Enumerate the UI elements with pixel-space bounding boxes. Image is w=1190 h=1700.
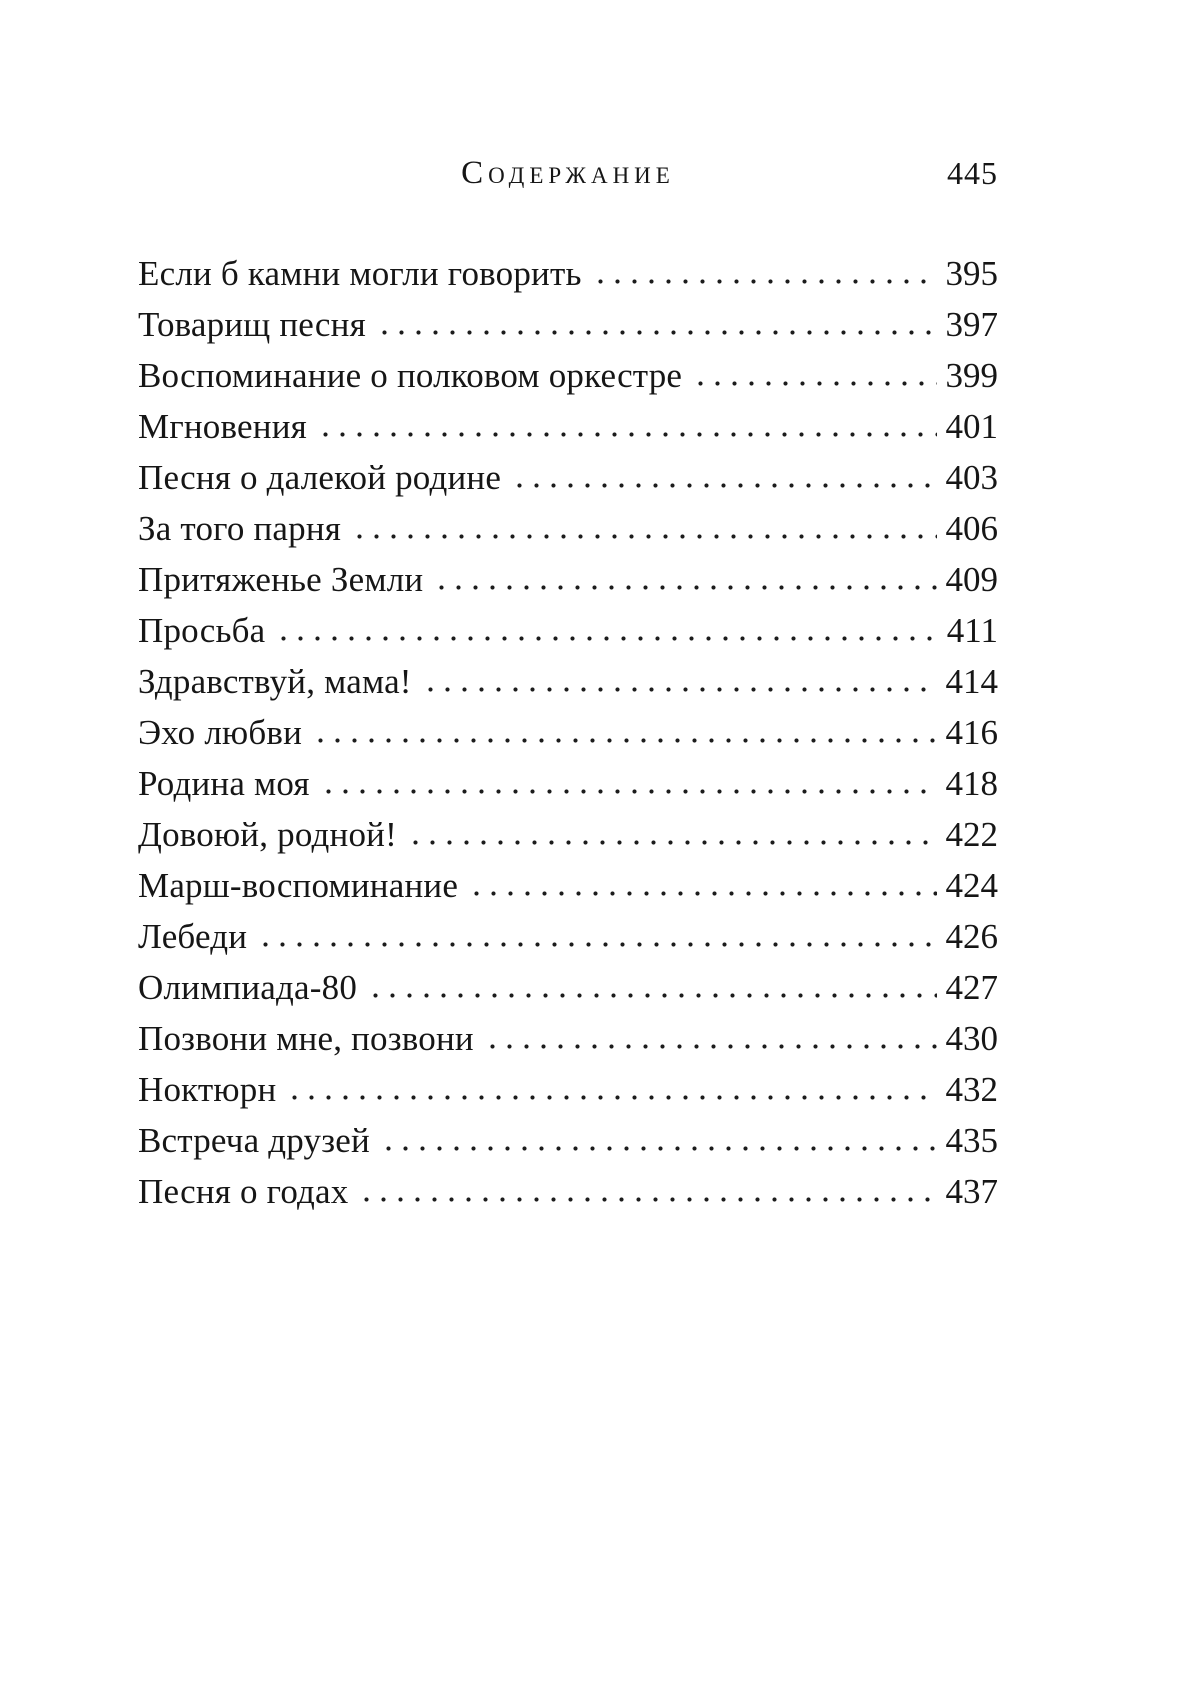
dot-leader — [317, 758, 937, 809]
dot-leader — [508, 452, 936, 503]
dot-leader — [348, 503, 936, 554]
toc-entry — [138, 554, 998, 605]
toc-entry-page: 411 — [946, 611, 998, 650]
toc-entry — [138, 707, 998, 758]
toc-entry — [138, 962, 998, 1013]
toc-list — [138, 248, 998, 1217]
toc-entry-title: Позвони мне, позвони — [138, 1019, 474, 1058]
dot-leader — [589, 248, 937, 299]
dot-leader — [689, 350, 936, 401]
toc-entry-title: Песня о далекой родине — [138, 458, 502, 497]
dot-leader — [377, 1115, 937, 1166]
toc-entry-page: 416 — [945, 713, 998, 752]
toc-entry — [138, 860, 998, 911]
toc-entry-title: Воспоминание о полковом оркестре — [138, 356, 683, 395]
page-title: Содержание — [461, 155, 675, 191]
toc-entry-page: 399 — [945, 356, 998, 395]
toc-entry-page: 397 — [945, 305, 998, 344]
toc-entry — [138, 758, 998, 809]
dot-leader — [404, 809, 937, 860]
toc-entry — [138, 911, 998, 962]
dot-leader — [419, 656, 937, 707]
toc-entry — [138, 1166, 998, 1217]
toc-entry-page: 401 — [945, 407, 998, 446]
toc-entry-title: Встреча друзей — [138, 1121, 370, 1160]
toc-entry-title: Если б камни могли говорить — [138, 254, 582, 293]
toc-entry-title: Здравствуй, мама! — [138, 662, 412, 701]
toc-entry-page: 426 — [945, 917, 998, 956]
toc-entry-page: 414 — [945, 662, 998, 701]
dot-leader — [272, 605, 937, 656]
dot-leader — [481, 1013, 937, 1064]
toc-entry — [138, 350, 998, 401]
toc-entry-title: Лебеди — [138, 917, 248, 956]
toc-entry — [138, 605, 998, 656]
toc-entry-title: Довоюй, родной! — [138, 815, 397, 854]
page-number: 445 — [947, 155, 998, 191]
dot-leader — [314, 401, 937, 452]
toc-entry-page: 424 — [945, 866, 998, 905]
toc-entry-page: 403 — [945, 458, 998, 497]
toc-entry-title: Ноктюрн — [138, 1070, 277, 1109]
toc-entry — [138, 656, 998, 707]
dot-leader — [254, 911, 936, 962]
toc-entry-page: 437 — [945, 1172, 998, 1211]
toc-entry-page: 427 — [945, 968, 998, 1007]
dot-leader — [309, 707, 937, 758]
toc-entry-title: Родина моя — [138, 764, 310, 803]
toc-entry-page: 432 — [945, 1070, 998, 1109]
dot-leader — [430, 554, 936, 605]
dot-leader — [465, 860, 936, 911]
toc-entry-page: 430 — [945, 1019, 998, 1058]
toc-entry — [138, 503, 998, 554]
dot-leader — [283, 1064, 936, 1115]
toc-entry-title: Эхо любви — [138, 713, 302, 752]
toc-entry-title: Товарищ песня — [138, 305, 366, 344]
toc-entry — [138, 248, 998, 299]
running-head — [138, 150, 998, 196]
toc-entry-page: 395 — [945, 254, 998, 293]
toc-entry-page: 409 — [945, 560, 998, 599]
toc-entry — [138, 452, 998, 503]
toc-entry-title: Мгновения — [138, 407, 307, 446]
toc-entry-page: 406 — [945, 509, 998, 548]
dot-leader — [355, 1166, 936, 1217]
toc-entry-title: Песня о годах — [138, 1172, 349, 1211]
dot-leader — [373, 299, 937, 350]
toc-entry — [138, 299, 998, 350]
toc-entry — [138, 1115, 998, 1166]
toc-entry-title: Просьба — [138, 611, 266, 650]
toc-entry-title: Марш-воспоминание — [138, 866, 459, 905]
toc-entry-page: 435 — [945, 1121, 998, 1160]
toc-entry-title: Притяженье Земли — [138, 560, 424, 599]
dot-leader — [364, 962, 936, 1013]
toc-entry-title: За того парня — [138, 509, 342, 548]
toc-entry — [138, 1064, 998, 1115]
page-content — [138, 0, 998, 1217]
toc-entry — [138, 1013, 998, 1064]
toc-entry-page: 418 — [945, 764, 998, 803]
toc-entry — [138, 401, 998, 452]
toc-entry — [138, 809, 998, 860]
toc-entry-page: 422 — [945, 815, 998, 854]
toc-entry-title: Олимпиада-80 — [138, 968, 358, 1007]
